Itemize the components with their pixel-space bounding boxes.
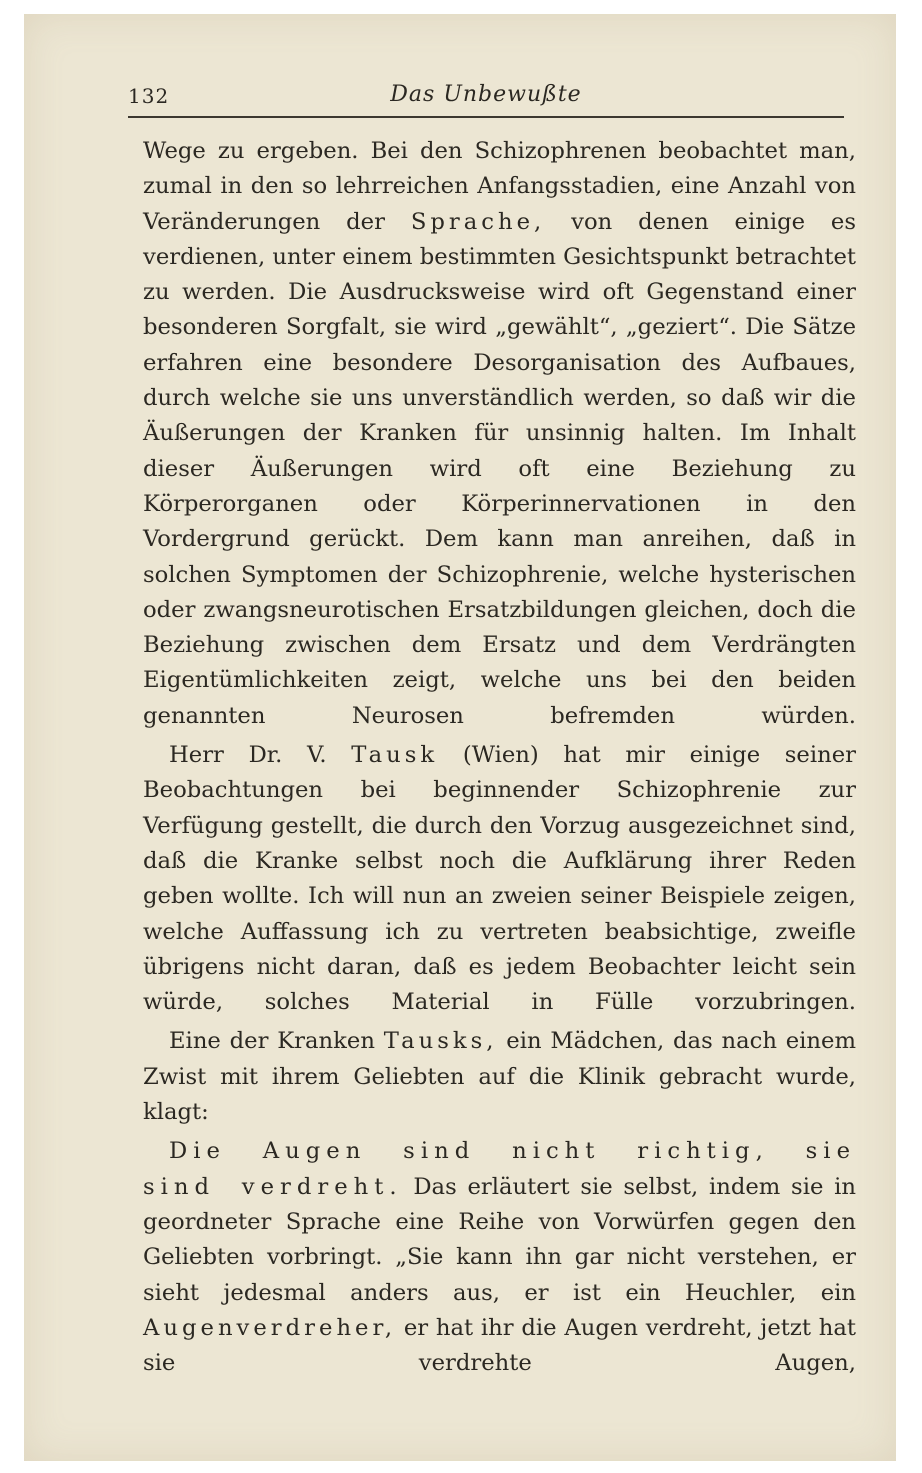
book-page xyxy=(24,14,896,1461)
text-segment: Wege zu ergeben. Bei den Schizophrenen beobachtet man, zumal in den so lehrreichen Anfangsstadien, eine Anzahl von Veränderungen der xyxy=(143,138,856,235)
paragraph xyxy=(143,1024,856,1130)
paragraph xyxy=(143,134,856,734)
text-segment: Das erläutert sie selbst, indem sie in geordneter Sprache eine Reihe von Vorwürfen gegen den Geliebten vorbringt. „Sie kann ihn gar nicht verstehen, er sieht jedesmal anders aus, er ist ein Heuchler, ein xyxy=(143,1173,856,1306)
text-segment: er hat ihr die Augen verdreht, jetzt hat sie verdrehte Augen, xyxy=(143,1314,856,1377)
text-segment: Herr Dr. V. xyxy=(169,742,352,769)
emphasized-text: Tausk xyxy=(351,742,439,769)
text-segment: Eine der Kranken xyxy=(169,1028,384,1055)
page-number: 132 xyxy=(128,84,170,108)
paragraph xyxy=(143,738,856,1020)
text-segment: ein Mädchen, das nach einem Zwist mit ihrem Geliebten auf die Klinik gebracht wurde, klagt: xyxy=(143,1028,856,1126)
paragraph xyxy=(143,1134,856,1381)
page-header xyxy=(128,76,844,116)
emphasized-text: Sprache, xyxy=(410,208,546,235)
text-segment: (Wien) hat mir einige seiner Beobachtungen bei beginnender Schizophrenie zur Verfügung gestellt, die durch den Vorzug ausgezeichnet sind, daß die Kranke selbst noch die Aufklärung ihrer Reden geben wollte. Ich will nun an zweien seiner Beispiele zeigen, welche Auffassung ich zu vertreten beabsichtige, zweifle übrigens nicht daran, daß es jedem Beobachter leicht sein würde, solches Material in Fülle vorzubringen. xyxy=(143,742,856,1016)
header-rule xyxy=(128,116,844,118)
text-segment: von denen einige es verdienen, unter einem bestimmten Gesichtspunkt betrachtet zu werden. Die Ausdrucksweise wird oft Gegenstand einer besonderen Sorgfalt, sie wird „gewählt“, „geziert“. Die Sätze erfahren eine besondere Desorganisation des Aufbaues, durch welche sie uns unverständlich werden, so daß wir die Äußerungen der Kranken für unsinnig halten. Im Inhalt dieser Äußerungen wird oft eine Beziehung zu Körperorganen oder Körperinnervationen in den Vordergrund gerückt. Dem kann man anreihen, daß in solchen Symptomen der Schizophrenie, welche hysterischen oder zwangsneurotischen Ersatzbildungen gleichen, doch die Beziehung zwischen dem Ersatz und dem Verdrängten Eigentümlichkeiten zeigt, welche uns bei den beiden genannten Neurosen befremden würden. xyxy=(143,208,856,729)
emphasized-text: Augenverdreher, xyxy=(143,1314,397,1341)
body-text xyxy=(143,134,856,1381)
running-head: Das Unbewußte xyxy=(390,82,582,107)
emphasized-text: Die Augen sind nicht richtig, sie sind verdreht. xyxy=(143,1138,856,1200)
emphasized-text: Tausks, xyxy=(383,1028,498,1055)
